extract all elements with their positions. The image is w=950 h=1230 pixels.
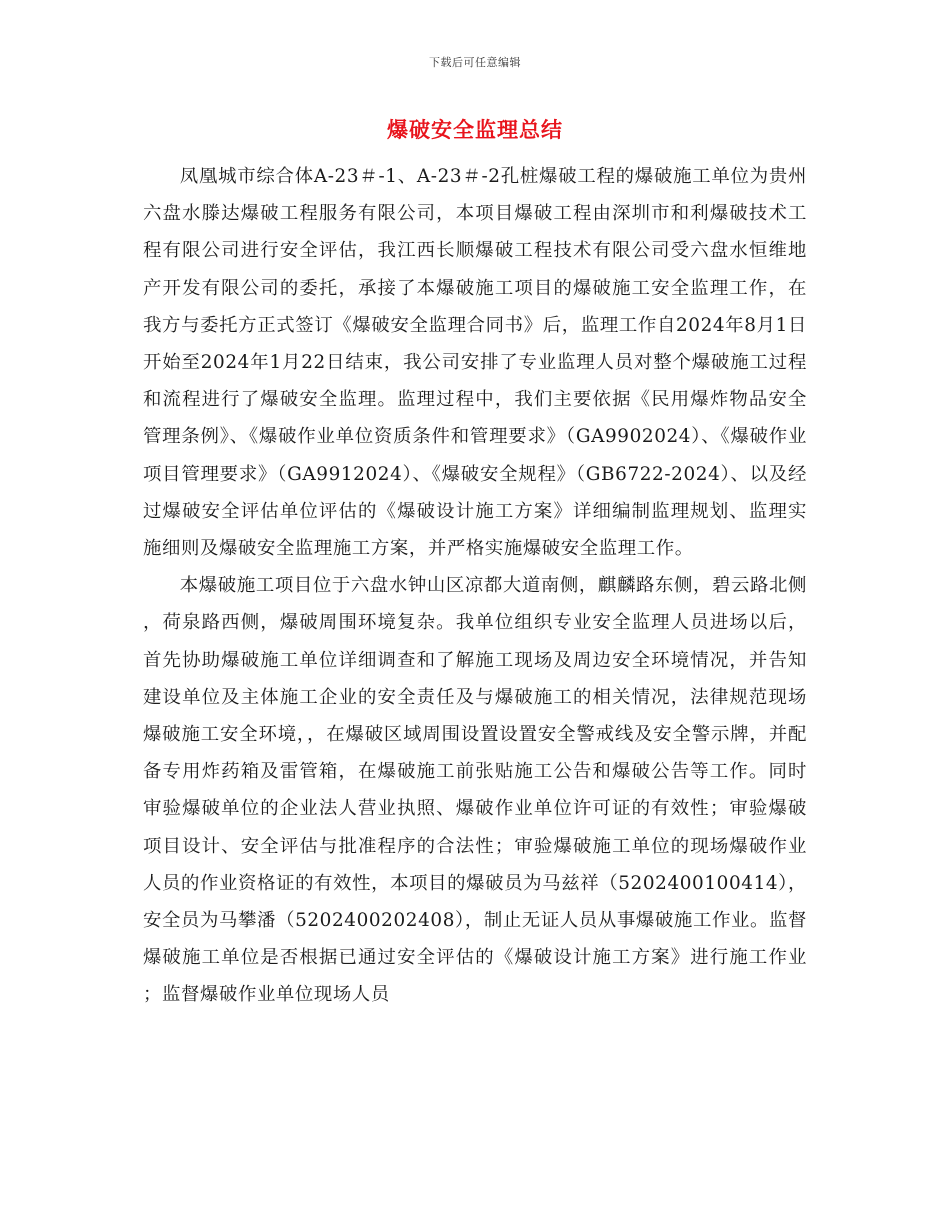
paragraph-1: 凤凰城市综合体A-23＃-1、A-23＃-2孔桩爆破工程的爆破施工单位为贵州六盘水滕达爆破工程服务有限公司，本项目爆破工程由深圳市和利爆破技术工程有限公司进行安全评估，我江西长顺爆破工程技术有限公司受六盘水恒维地产开发有限公司的委托，承接了本爆破施工项目的爆破施工安全监理工作，在我方与委托方正式签订《爆破安全监理合同书》后，监理工作自2024年8月1日开始至2024年1月22日结束，我公司安排了专业监理人员对整个爆破施工过程和流程进行了爆破安全监理。监理过程中，我们主要依据《民用爆炸物品安全管理条例》、《爆破作业单位资质条件和管理要求》（GA9902024）、《爆破作业项目管理要求》（GA9912024）、《爆破安全规程》（GB6722-2024）、以及经过爆破安全评估单位评估的《爆破设计施工方案》详细编制监理规划、监理实施细则及爆破安全监理施工方案，并严格实施爆破安全监理工作。 [143,166,807,560]
paragraph-2: 本爆破施工项目位于六盘水钟山区凉都大道南侧，麒麟路东侧，碧云路北侧，荷泉路西侧，爆破周围环境复杂。我单位组织专业安全监理人员进场以后，首先协助爆破施工单位详细调查和了解施工现场及周边安全环境情况，并告知建设单位及主体施工企业的安全责任及与爆破施工的相关情况，法律规范现场爆破施工安全环境，，在爆破区域周围设置设置安全警戒线及安全警示牌，并配备专用炸药箱及雷管箱，在爆破施工前张贴施工公告和爆破公告等工作。同时审验爆破单位的企业法人营业执照、爆破作业单位许可证的有效性；审验爆破项目设计、安全评估与批准程序的合法性；审验爆破施工单位的现场爆破作业人员的作业资格证的有效性，本项目的爆破员为马兹祥（5202400100414），安全员为马攀潘（5202400202408），制止无证人员从事爆破施工作业。监督爆破施工单位是否根据已通过安全评估的《爆破设计施工方案》进行施工作业；监督爆破作业单位现场人员 [143,575,807,1006]
header-note: 下载后可任意编辑 [429,56,521,69]
document-body [143,158,807,1014]
document-title: 爆破安全监理总结 [387,117,563,142]
